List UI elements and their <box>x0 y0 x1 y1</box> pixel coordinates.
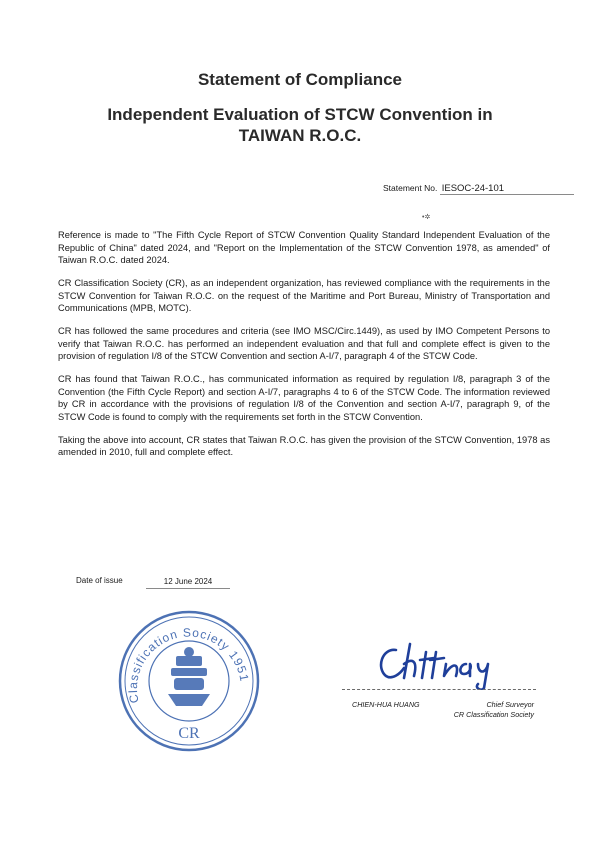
issue-date-label: Date of issue <box>76 576 123 585</box>
body-paragraph: Reference is made to "The Fifth Cycle Report of STCW Convention Quality Standard Independent Evaluation of the Republic of China" dated 2024, and "Report on the Implementation of the STCW Convention 1978, as amended" of Taiwan R.O.C. dated 2024. <box>58 230 550 265</box>
signatory-title: Chief Surveyor <box>486 700 534 709</box>
statement-number-value: IESOC-24-101 <box>440 183 574 195</box>
body-paragraph: CR Classification Society (CR), as an independent organization, has reviewed compliance with the requirements in the STCW Convention for Taiwan R.O.C. on the request of the Maritime and Port Bureau, Ministry of Transportation and Communications (MPB, MOTC). <box>58 278 550 313</box>
signatory-name: CHIEN-HUA HUANG <box>352 700 420 709</box>
statement-number-row <box>383 183 574 195</box>
signatory-details <box>420 700 534 719</box>
issue-date-value: 12 June 2024 <box>146 577 230 589</box>
company-seal-stamp <box>116 608 262 754</box>
body-paragraph: Taking the above into account, CR states that Taiwan R.O.C. has given the provision of the STCW Convention, 1978 as amended in 2010, full and complete effect. <box>58 434 550 457</box>
subtitle-line-1: Independent Evaluation of STCW Convention in <box>107 105 493 124</box>
seal-emblem <box>168 647 210 706</box>
body-paragraph: CR has found that Taiwan R.O.C., has communicated information as required by regulation I/8, paragraph 3 of the Convention (the Fifth Cycle Report) and section A-I/7, paragraphs 4 to 6 of the STCW Code. The information reviewed by CR in accordance with the provisions of regulation I/8 of the Convention and section A-I/7, paragraph 9, of the STCW Code is found to comply with the requirements set forth in the STCW Convention. <box>58 374 550 422</box>
statement-number-label: Statement No. <box>383 183 438 193</box>
document-title: Statement of Compliance <box>197 70 403 89</box>
seal-center-text: CR <box>178 725 200 742</box>
subtitle-line-2: TAIWAN R.O.C. <box>238 126 362 145</box>
small-mark: •✲ <box>422 214 431 221</box>
document-subtitle <box>0 104 600 146</box>
signature-line <box>342 689 536 690</box>
handwritten-signature <box>370 638 500 690</box>
document-body <box>58 229 550 469</box>
body-paragraph: CR has followed the same procedures and criteria (see IMO MSC/Circ.1449), as used by IMO Competent Persons to verify that Taiwan R.O.C. has performed an independent evaluation and that full and complete effect is given to the provision of regulation I/8 of the STCW Convention and section A-I/7, paragraph 4 of the STCW Code. <box>58 326 550 361</box>
signatory-organization: CR Classification Society <box>453 709 534 719</box>
seal-ring-text: Classification Society 1951 <box>125 625 252 705</box>
